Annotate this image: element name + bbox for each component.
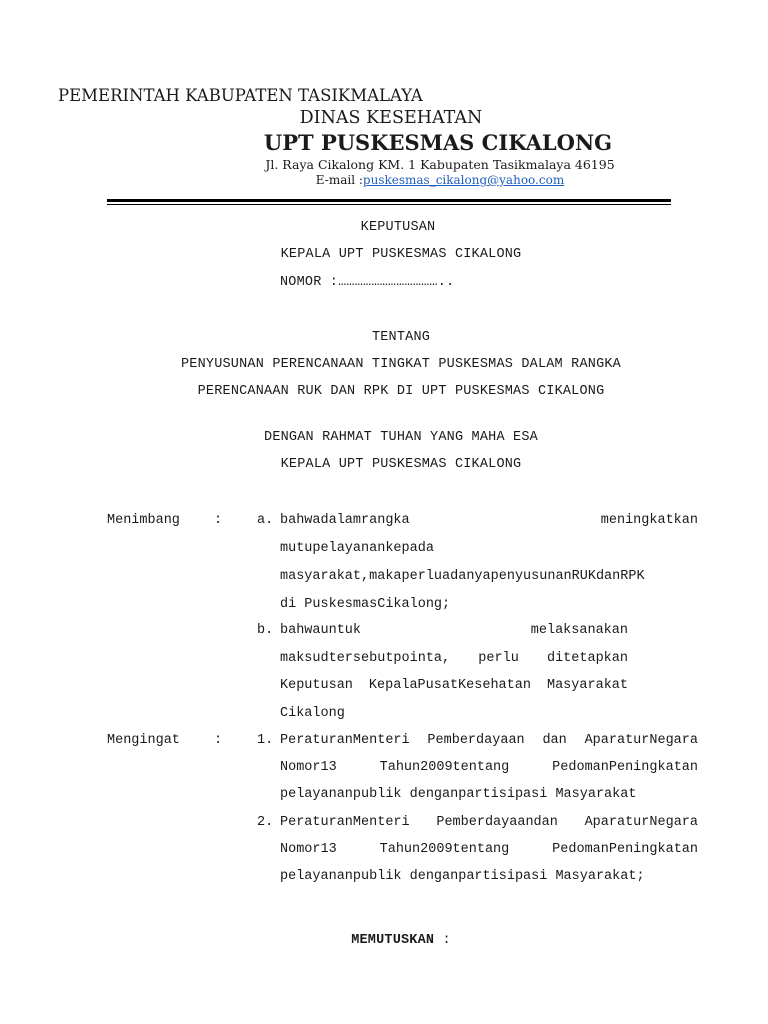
mengingat-2-marker: 2. xyxy=(257,815,274,830)
letterhead-email-line xyxy=(0,173,768,187)
letterhead-rule-thick xyxy=(107,199,671,202)
mengingat-1-line-2: Nomor13 Tahun2009tentang PedomanPeningkatan xyxy=(280,760,698,775)
menimbang-a-line-3: masyarakat,makaperluadanyapenyusunanRUKdanRPK xyxy=(280,569,645,584)
email-label: E-mail : xyxy=(315,173,363,187)
mengingat-1-marker: 1. xyxy=(257,733,274,748)
menimbang-a-line-2: mutupelayanankepada xyxy=(280,541,434,556)
email-link[interactable]: puskesmas_cikalong@yahoo.com xyxy=(362,173,565,187)
mengingat-1-line-3: pelayananpublik denganpartisipasi Masyarakat xyxy=(280,787,637,802)
issuer: KEPALA UPT PUSKESMAS CIKALONG xyxy=(280,247,522,262)
subject-line-1: PENYUSUNAN PERENCANAAN TINGKAT PUSKESMAS DALAM RANGKA xyxy=(181,357,621,372)
menimbang-b-line-3: Keputusan KepalaPusatKesehatan Masyarakat xyxy=(280,678,628,693)
memutuskan-heading xyxy=(0,933,768,948)
letterhead-address: Jl. Raya Cikalong KM. 1 Kabupaten Tasikmalaya 46195 xyxy=(265,157,615,172)
letterhead-government: PEMERINTAH KABUPATEN TASIKMALAYA xyxy=(58,86,423,105)
menimbang-b-line-1: bahwauntuk melaksanakan xyxy=(280,623,628,638)
mengingat-1-line-1: PeraturanMenteri Pemberdayaan dan AparaturNegara xyxy=(280,733,698,748)
letterhead-department: DINAS KESEHATAN xyxy=(299,108,483,128)
doc-type: KEPUTUSAN xyxy=(360,220,436,235)
menimbang-label: Menimbang xyxy=(107,513,180,528)
mengingat-2-line-2: Nomor13 Tahun2009tentang PedomanPeningkatan xyxy=(280,842,698,857)
mengingat-colon: : xyxy=(214,733,223,748)
letterhead-institution: UPT PUSKESMAS CIKALONG xyxy=(263,130,613,155)
tentang-heading: TENTANG xyxy=(371,330,431,345)
mengingat-2-line-1: PeraturanMenteri Pemberdayaandan AparaturNegara xyxy=(280,815,698,830)
menimbang-b-line-2: maksudtersebutpointa, perlu ditetapkan xyxy=(280,651,628,666)
menimbang-a-marker: a. xyxy=(257,513,274,528)
menimbang-colon: : xyxy=(214,513,223,528)
menimbang-b-marker: b. xyxy=(257,623,274,638)
mengingat-2-line-3: pelayananpublik denganpartisipasi Masyarakat; xyxy=(280,869,645,884)
subject-line-2: PERENCANAAN RUK DAN RPK DI UPT PUSKESMAS CIKALONG xyxy=(197,384,605,399)
rahmat-line: DENGAN RAHMAT TUHAN YANG MAHA ESA xyxy=(264,430,538,445)
doc-number: NOMOR :……………………………….. xyxy=(280,275,455,290)
issuer-repeat: KEPALA UPT PUSKESMAS CIKALONG xyxy=(280,457,522,472)
memutuskan-label: MEMUTUSKAN xyxy=(351,933,435,948)
menimbang-a-line-4: di PuskesmasCikalong; xyxy=(280,597,451,612)
menimbang-b-line-4: Cikalong xyxy=(280,706,345,721)
letterhead-rule-thin xyxy=(107,204,671,205)
memutuskan-colon: : xyxy=(434,933,451,948)
mengingat-label: Mengingat xyxy=(107,733,180,748)
menimbang-a-line-1: bahwadalamrangka meningkatkan xyxy=(280,513,698,528)
